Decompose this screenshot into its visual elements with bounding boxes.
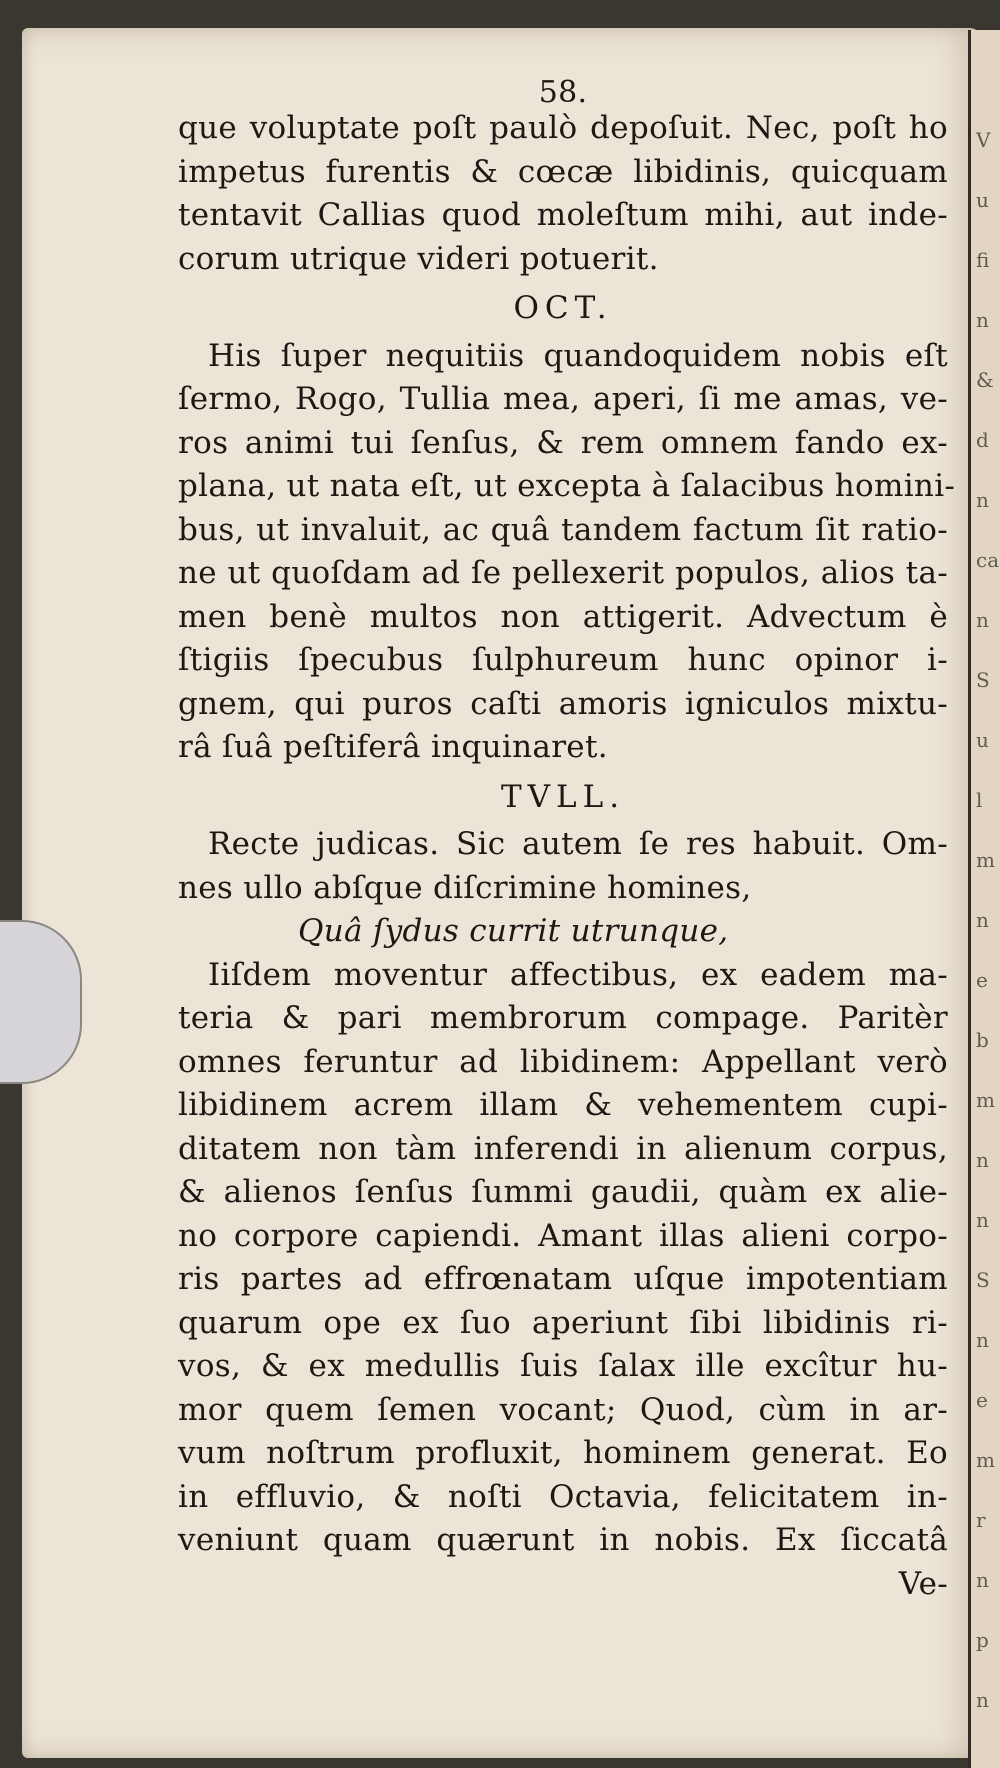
text-line: vum noſtrum profluxit, hominem generat. Eo <box>178 1435 948 1471</box>
next-page-letter: n <box>976 1208 989 1232</box>
text-line: quarum ope ex ſuo aperiunt ſibi libidinis ri- <box>178 1304 948 1341</box>
next-page-letter: n <box>976 608 989 632</box>
text-line: & alienos ſenſus ſummi gaudii, quàm ex alie- <box>178 1174 948 1210</box>
next-page-letter: u <box>976 728 989 752</box>
text-line: ſermo, Rogo, Tullia mea, aperi, ſi me amas, ve- <box>178 381 948 417</box>
page-holder-tab <box>0 920 82 1084</box>
next-page-letter: m <box>976 1088 995 1112</box>
speaker-heading-oct: OCT. <box>513 290 613 326</box>
next-page-letter: n <box>976 1568 989 1592</box>
text-line: impetus furentis & cœcæ libidinis, quicquam <box>178 153 948 190</box>
text-line: ne ut quoſdam ad ſe pellexerit populos, alios ta- <box>178 555 948 591</box>
next-page-letter: n <box>976 308 989 332</box>
text-line: men benè multos non attigerit. Advectum è <box>178 598 948 635</box>
text-line: Recte judicas. Sic autem ſe res habuit. Om- <box>208 826 948 862</box>
next-page-letter: m <box>976 1448 995 1472</box>
text-line: ros animi tui ſenſus, & rem omnem fando ex- <box>178 424 948 461</box>
next-page-letter: n <box>976 1328 989 1352</box>
text-line: libidinem acrem illam & vehementem cupi- <box>178 1087 948 1123</box>
text-line: que voluptate poſt paulò depoſuit. Nec, poſt ho <box>178 110 948 146</box>
page-number: 58. <box>538 75 588 110</box>
next-page-letter: n <box>976 488 989 512</box>
next-page-letter: u <box>976 188 989 212</box>
text-line: vos, & ex medullis ſuis ſalax ille excîtur hu- <box>178 1348 948 1384</box>
next-page-letter: V <box>976 128 991 152</box>
next-page-letter: & <box>976 368 994 392</box>
next-page-letter: b <box>976 1028 989 1052</box>
next-page-letter: fi <box>976 248 990 272</box>
text-line: Iiſdem moventur affectibus, ex eadem ma- <box>208 956 948 993</box>
text-line: tentavit Callias quod moleſtum mihi, aut inde- <box>178 197 948 233</box>
text-line: no corpore capiendi. Amant illas alieni corpo- <box>178 1217 948 1254</box>
text-line: ris partes ad effrœnatam uſque impotentiam <box>178 1261 948 1297</box>
text-line: veniunt quam quærunt in nobis. Ex ſiccatâ <box>178 1522 948 1558</box>
text-line: plana, ut nata eſt, ut excepta à ſalacibus homini- <box>178 468 956 504</box>
text-line: corum utrique videri potuerit. <box>178 240 659 277</box>
text-line: omnes feruntur ad libidinem: Appellant verò <box>178 1043 948 1080</box>
next-page-letter: e <box>976 1388 988 1412</box>
next-page-letter: l <box>976 788 983 812</box>
next-page-letter: ca <box>976 548 1000 572</box>
text-line: ſtigiis ſpecubus ſulphureum hunc opinor i- <box>178 642 948 678</box>
next-page-letter: S <box>976 1268 990 1292</box>
next-page-letter: n <box>976 1688 989 1712</box>
next-page-letter: S <box>976 668 990 692</box>
text-line: His ſuper nequitiis quandoquidem nobis eſt <box>208 337 948 374</box>
text-line: ditatem non tàm inferendi in alienum corpus, <box>178 1130 948 1167</box>
next-page-letter: n <box>976 1148 989 1172</box>
text-line: mor quem ſemen vocant; Quod, cùm in ar- <box>178 1391 948 1428</box>
page-text <box>178 75 956 1606</box>
next-page-letter: m <box>976 848 995 872</box>
next-page-letter: n <box>976 908 989 932</box>
next-page-letter: r <box>976 1508 986 1532</box>
catchword: Ve- <box>898 1565 948 1602</box>
text-line: bus, ut invaluit, ac quâ tandem factum ſit ratio- <box>178 511 948 548</box>
next-page-letter: e <box>976 968 988 992</box>
text-line: teria & pari membrorum compage. Paritèr <box>178 1000 948 1036</box>
text-line: gnem, qui puros caſti amoris igniculos mixtu- <box>178 685 948 722</box>
verse-line: Quâ ſydus currit utrunque, <box>298 913 729 949</box>
text-line: in effluvio, & noſti Octavia, felicitatem in- <box>178 1478 948 1515</box>
text-line: râ ſuâ peſtiferâ inquinaret. <box>178 729 608 765</box>
next-page-letters <box>976 110 1000 1730</box>
text-line: nes ullo abſque diſcrimine homines, <box>178 869 752 906</box>
next-page-letter: p <box>976 1628 989 1652</box>
next-page-letter: d <box>976 428 989 452</box>
speaker-heading-tvll: TVLL. <box>500 778 626 815</box>
